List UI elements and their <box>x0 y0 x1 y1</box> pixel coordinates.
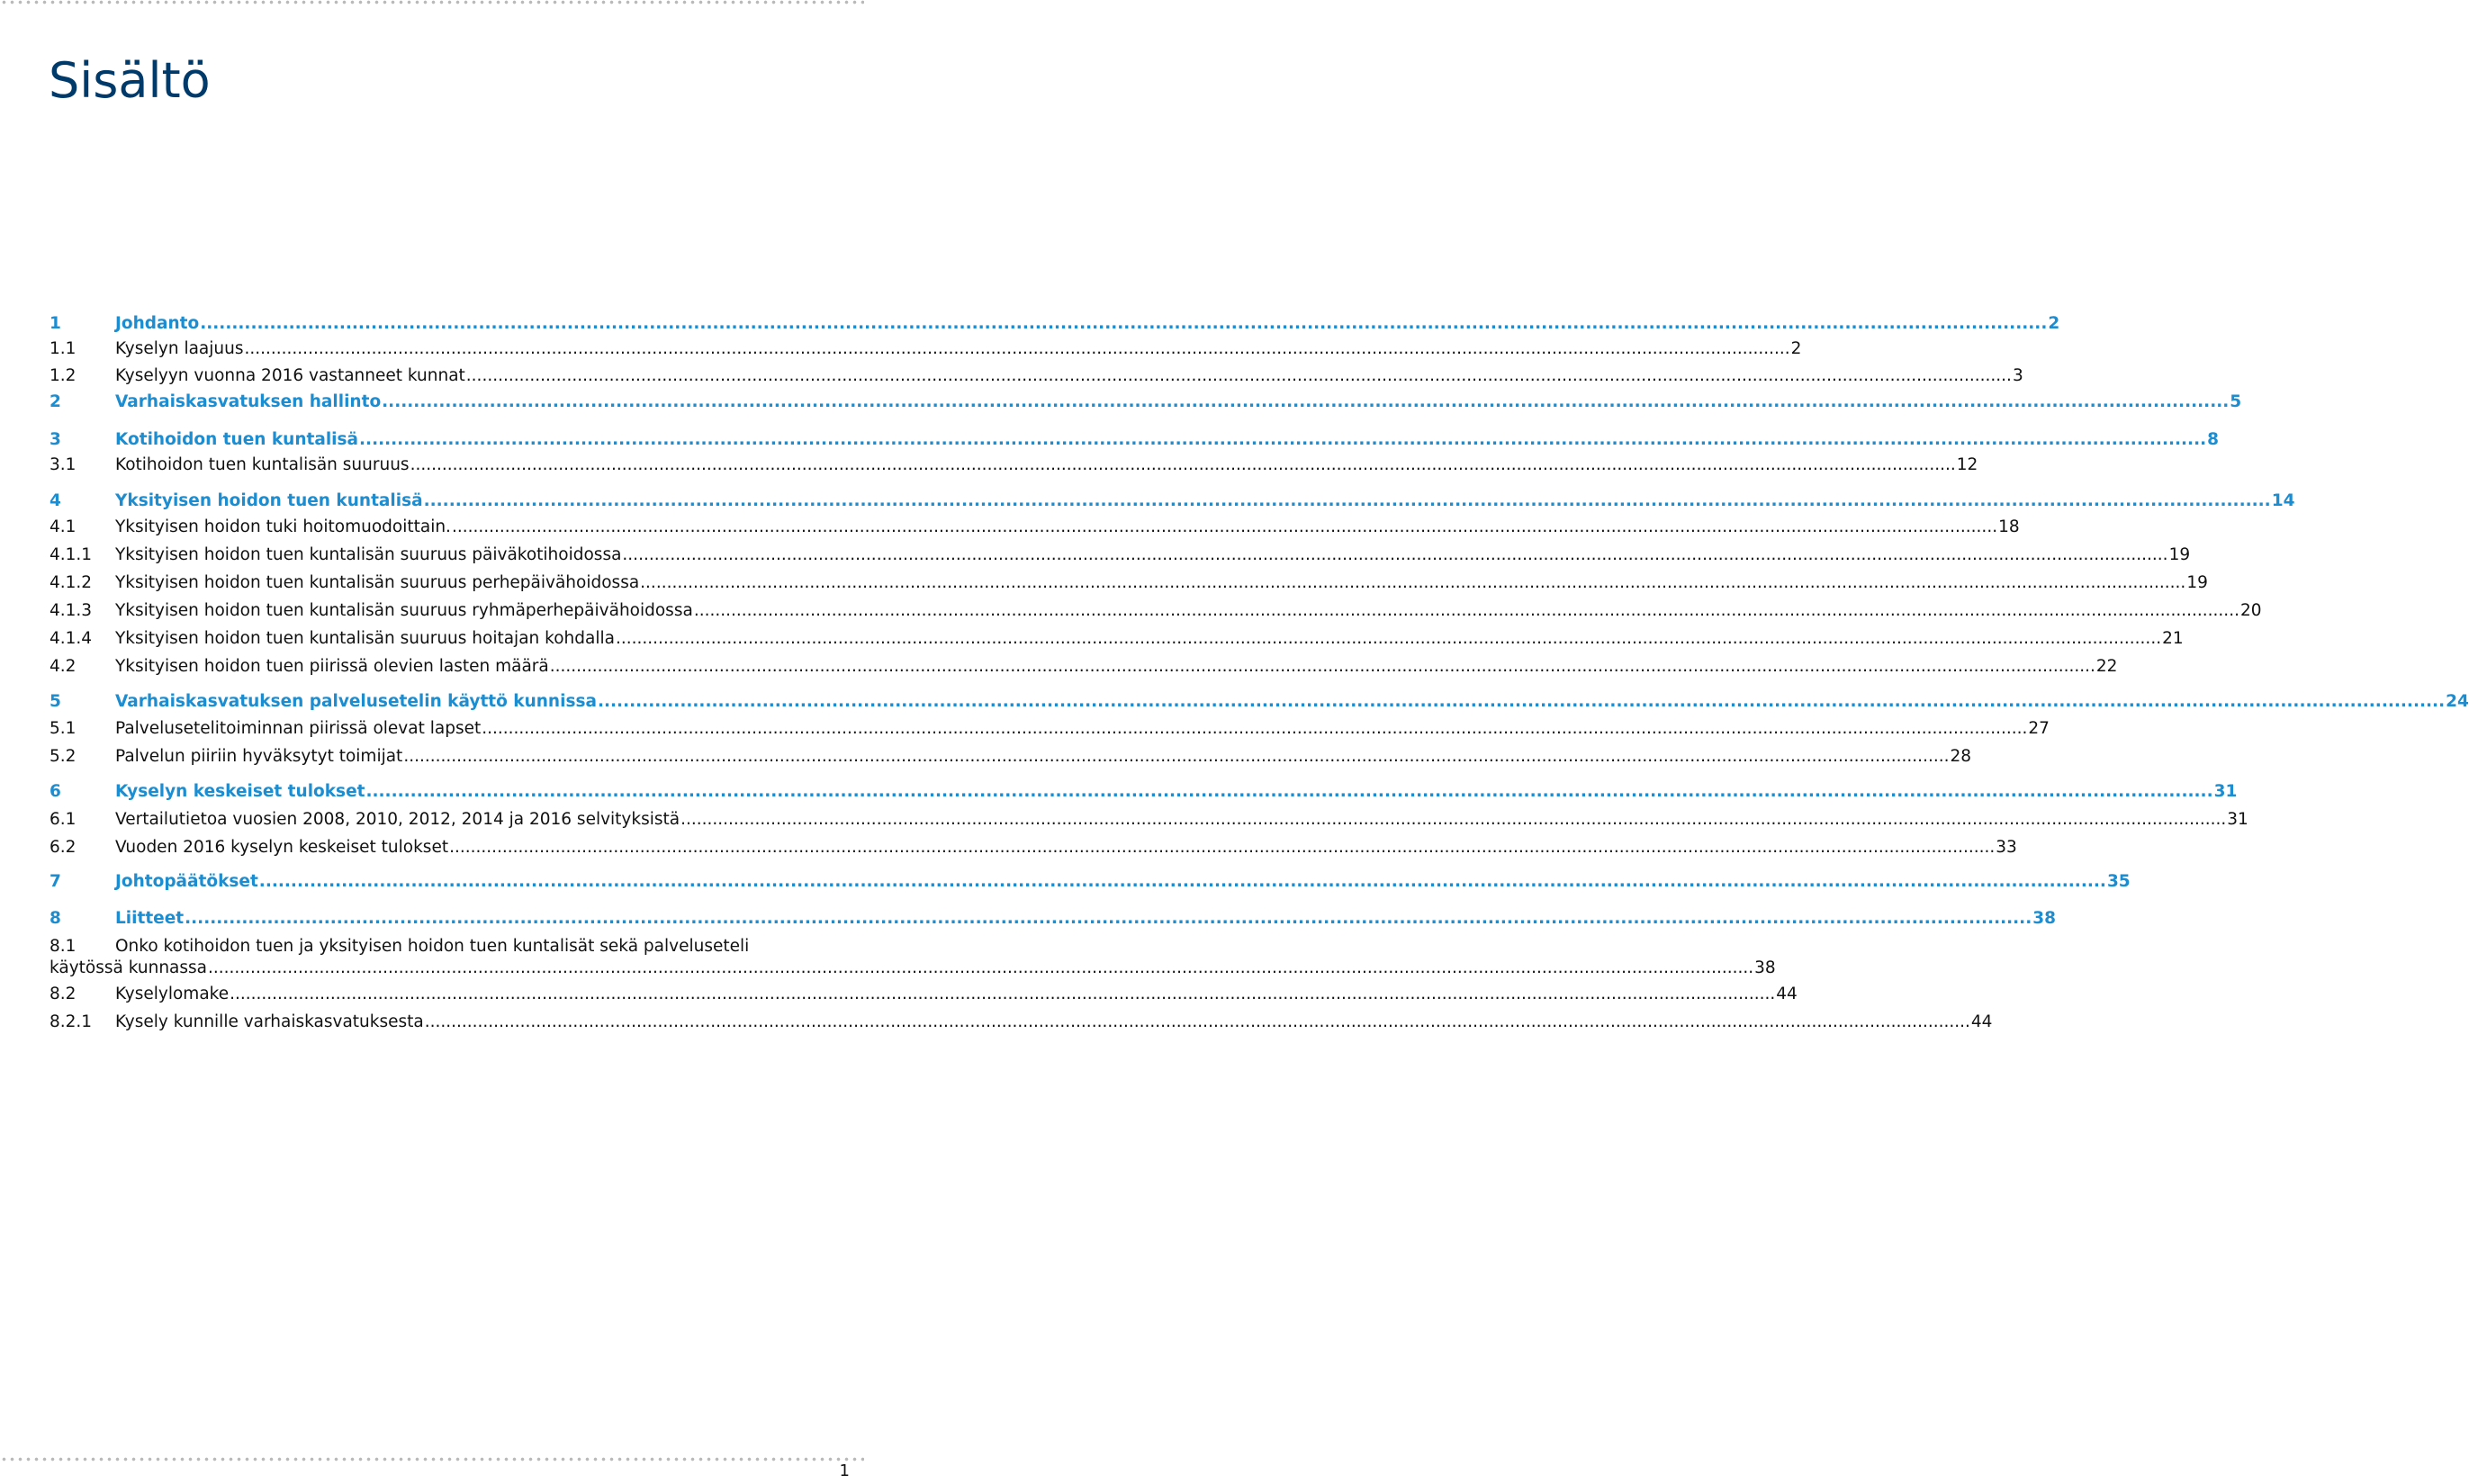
toc-leader <box>466 365 2012 387</box>
toc-number: 4 <box>50 491 61 510</box>
toc-page-number: 33 <box>1996 838 2017 857</box>
toc-number: 3.1 <box>50 455 77 474</box>
toc-title: Onko kotihoidon tuen ja yksityisen hoidon tuen kuntalisät sekä palveluseteli <box>115 937 750 956</box>
toc-entry-1-2[interactable] <box>50 365 2023 387</box>
toc-leader <box>424 490 2271 512</box>
toc-title: Varhaiskasvatuksen hallinto <box>115 392 382 411</box>
toc-title: Kyselyn keskeiset tulokset <box>115 782 365 801</box>
toc-page-number: 19 <box>2186 573 2208 592</box>
toc-number: 6.2 <box>50 838 77 857</box>
toc-entry-5-2[interactable] <box>50 746 1972 768</box>
toc-number: 2 <box>50 392 61 411</box>
toc-leader <box>359 429 2206 451</box>
bottom-dotted-border <box>0 1457 864 1462</box>
toc-title: Yksityisen hoidon tuen kuntalisän suuruus päiväkotihoidossa <box>115 545 622 564</box>
toc-title: Kysely kunnille varhaiskasvatuksesta <box>115 1012 424 1031</box>
toc-number: 1.1 <box>50 339 77 358</box>
toc-leader <box>640 572 2185 594</box>
toc-number: 7 <box>50 872 61 891</box>
toc-page-number: 38 <box>1754 958 1776 977</box>
toc-entry-8[interactable] <box>50 908 2056 930</box>
toc-page-number: 31 <box>2213 782 2238 801</box>
toc-entry-6-2[interactable] <box>50 837 2017 859</box>
toc-leader <box>694 600 2239 622</box>
toc-leader <box>616 628 2161 650</box>
toc-title: Kyselyyn vuonna 2016 vastanneet kunnat <box>115 366 465 385</box>
toc-title: Varhaiskasvatuksen palvelusetelin käyttö kunnissa <box>115 692 597 711</box>
page-number: 1 <box>839 1462 850 1480</box>
toc-number: 4.1.4 <box>50 629 93 648</box>
toc-entry-2[interactable] <box>50 391 2242 413</box>
toc-entry-8-2[interactable] <box>50 984 1798 1005</box>
toc-page-number: 8 <box>2207 430 2220 449</box>
toc-entry-4-1[interactable] <box>50 517 2020 538</box>
toc-leader <box>410 454 1956 476</box>
toc-leader <box>259 871 2106 893</box>
toc-entry-6-1[interactable] <box>50 809 2248 831</box>
toc-leader <box>185 908 2032 930</box>
toc-entry-3[interactable] <box>50 429 2220 451</box>
toc-number: 1 <box>50 314 61 333</box>
toc-entry-5-1[interactable] <box>50 718 2050 740</box>
toc-title: Johtopäätökset <box>115 872 258 891</box>
toc-page-number: 27 <box>2028 719 2050 738</box>
toc-entry-4-2[interactable] <box>50 656 2118 678</box>
toc-page-number: 38 <box>2032 909 2056 928</box>
toc-number: 6 <box>50 782 61 801</box>
toc-number: 4.1 <box>50 517 77 536</box>
toc-page-number: 2 <box>1790 339 1802 358</box>
page-title: Sisältö <box>49 52 211 109</box>
toc-number: 3 <box>50 430 61 449</box>
toc-entry-7[interactable] <box>50 871 2131 893</box>
toc-page-number: 31 <box>2227 810 2248 829</box>
toc-title-continuation: käytössä kunnassa <box>50 958 208 977</box>
toc-leader <box>382 391 2229 413</box>
toc-page-number: 44 <box>1776 985 1798 1003</box>
toc-number: 1.2 <box>50 366 77 385</box>
toc-title: Yksityisen hoidon tuki hoitomuodoittain. <box>115 517 451 536</box>
toc-page-number: 18 <box>1998 517 2020 536</box>
toc-leader <box>452 517 1997 538</box>
toc-title: Kotihoidon tuen kuntalisä <box>115 430 359 449</box>
toc-entry-4-1-1[interactable] <box>50 544 2191 566</box>
toc-number: 5 <box>50 692 61 711</box>
toc-leader <box>208 958 1753 979</box>
toc-leader <box>449 837 1995 859</box>
toc-number: 6.1 <box>50 810 77 829</box>
toc-page-number: 3 <box>2012 366 2023 385</box>
toc-title: Yksityisen hoidon tuen piirissä olevien lasten määrä <box>115 657 549 676</box>
toc-title: Yksityisen hoidon tuen kuntalisä <box>115 491 423 510</box>
toc-title: Kyselylomake <box>115 985 230 1003</box>
toc-leader <box>680 809 2226 831</box>
top-dotted-border <box>0 0 864 4</box>
toc-title: Johdanto <box>115 314 200 333</box>
toc-leader <box>425 1012 1970 1033</box>
toc-entry-4-1-3[interactable] <box>50 600 2262 622</box>
toc-entry-5[interactable] <box>50 691 2469 713</box>
toc-page-number: 44 <box>1970 1012 1993 1031</box>
toc-leader <box>245 338 1790 360</box>
toc-page-number: 5 <box>2230 392 2242 411</box>
toc-page-number: 20 <box>2239 601 2262 620</box>
toc-leader <box>598 691 2445 713</box>
toc-page-number: 22 <box>2095 657 2118 676</box>
toc-entry-3-1[interactable] <box>50 454 1978 476</box>
toc-title: Vertailutietoa vuosien 2008, 2010, 2012, 2014 ja 2016 selvityksistä <box>115 810 680 829</box>
toc-title: Palvelun piiriin hyväksytyt toimijat <box>115 747 403 766</box>
toc-number: 4.1.2 <box>50 573 93 592</box>
toc-title: Yksityisen hoidon tuen kuntalisän suuruus hoitajan kohdalla <box>115 629 615 648</box>
toc-entry-8-1[interactable] <box>50 936 1776 979</box>
toc-number: 5.2 <box>50 747 77 766</box>
toc-page-number: 24 <box>2446 692 2469 711</box>
toc-title: Yksityisen hoidon tuen kuntalisän suuruus perhepäivähoidossa <box>115 573 640 592</box>
toc-page-number: 28 <box>1950 747 1972 766</box>
toc-leader <box>482 718 2027 740</box>
toc-page-number: 35 <box>2106 872 2131 891</box>
toc-page-number: 12 <box>1956 455 1978 474</box>
toc-leader <box>550 656 2095 678</box>
toc-entry-4-1-2[interactable] <box>50 572 2208 594</box>
toc-entry-4[interactable] <box>50 490 2295 512</box>
toc-page-number: 19 <box>2168 545 2191 564</box>
toc-page-number: 2 <box>2048 314 2060 333</box>
toc-leader <box>200 313 2047 335</box>
toc-entry-4-1-4[interactable] <box>50 628 2184 650</box>
toc-number: 8 <box>50 909 61 928</box>
toc-leader <box>622 544 2167 566</box>
toc-title: Liitteet <box>115 909 185 928</box>
toc-number: 4.1.1 <box>50 545 93 564</box>
toc-leader <box>230 984 1775 1005</box>
toc-number: 4.2 <box>50 657 77 676</box>
toc-title: Yksityisen hoidon tuen kuntalisän suuruus ryhmäperhepäivähoidossa <box>115 601 693 620</box>
toc-leader <box>365 781 2212 803</box>
toc-page-number: 14 <box>2271 491 2295 510</box>
toc-entry-8-2-1[interactable] <box>50 1012 1993 1033</box>
toc-number: 8.2 <box>50 985 77 1003</box>
toc-title: Kotihoidon tuen kuntalisän suuruus <box>115 455 410 474</box>
toc-title: Kyselyn laajuus <box>115 339 244 358</box>
toc-entry-1[interactable] <box>50 313 2060 335</box>
toc-title: Palvelusetelitoiminnan piirissä olevat lapset <box>115 719 482 738</box>
toc-number: 8.2.1 <box>50 1012 93 1031</box>
toc-number: 5.1 <box>50 719 77 738</box>
toc-number: 4.1.3 <box>50 601 93 620</box>
toc-number: 8.1 <box>50 937 77 956</box>
toc-title: Vuoden 2016 kyselyn keskeiset tulokset <box>115 838 449 857</box>
toc-entry-1-1[interactable] <box>50 338 1802 360</box>
toc-entry-6[interactable] <box>50 781 2238 803</box>
toc-leader <box>403 746 1949 768</box>
toc-page-number: 21 <box>2162 629 2184 648</box>
